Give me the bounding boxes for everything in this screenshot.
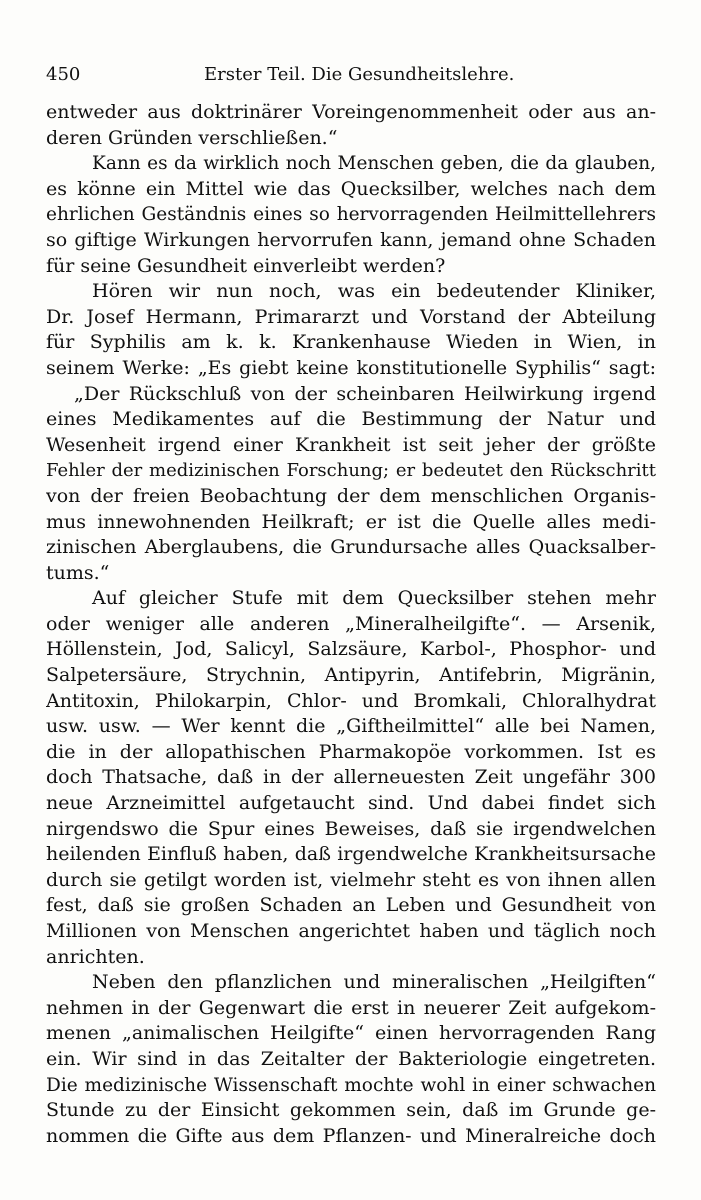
text-line: Neben den pflanzlichen und mineralischen „Heilgiften“ bbox=[92, 971, 656, 994]
text-line: Kann es da wirklich noch Menschen geben, die da glauben, bbox=[92, 153, 656, 175]
text-line: nehmen in der Gegenwart die erst in neuerer Zeit aufgekom- bbox=[46, 996, 656, 1019]
text-line: Millionen von Menschen angerichtet haben und täglich noch bbox=[46, 920, 656, 942]
text-line: ehrlichen Geständnis eines so hervorragenden Heilmittellehrers bbox=[46, 204, 656, 226]
text-line: Dr. Josef Hermann, Primararzt und Vorstand der Abteilung bbox=[46, 305, 656, 328]
text-line: nirgendswo die Spur eines Beweises, daß sie irgendwelchen bbox=[46, 817, 656, 840]
text-line: Salpetersäure, Strychnin, Antipyrin, Antifebrin, Migränin, bbox=[46, 664, 656, 687]
text-line: menen „animalischen Heilgifte“ einen hervorragenden Rang bbox=[46, 1022, 656, 1045]
text-line: seinem Werke: „Es giebt keine konstitutionelle Syphilis“ sagt: bbox=[46, 356, 656, 379]
text-line: „Der Rückschluß von der scheinbaren Heilwirkung irgend bbox=[74, 382, 656, 405]
text-line: mus innewohnenden Heilkraft; er ist die Quelle alles medi- bbox=[46, 510, 656, 533]
text-line: Antitoxin, Philokarpin, Chlor- und Bromkali, Chloralhydrat bbox=[46, 689, 656, 712]
text-line: oder weniger alle anderen „Mineralheilgifte“. — Arsenik, bbox=[46, 612, 656, 635]
text-line: deren Gründen verschließen.“ bbox=[46, 126, 338, 149]
text-line: Die medizinische Wissenschaft mochte wohl in einer schwachen bbox=[46, 1074, 656, 1096]
text-line: heilenden Einfluß haben, daß irgendwelche Krankheitsursache bbox=[46, 843, 656, 866]
text-line: anrichten. bbox=[46, 945, 145, 968]
text-line: doch Thatsache, daß in der allerneuesten Zeit ungefähr 300 bbox=[46, 766, 656, 789]
page-header bbox=[46, 60, 656, 90]
text-line: Auf gleicher Stufe mit dem Quecksilber stehen mehr bbox=[92, 587, 656, 610]
text-line: es könne ein Mittel wie das Quecksilber, welches nach dem bbox=[46, 177, 656, 200]
text-line: eines Medikamentes auf die Bestimmung der Natur und bbox=[46, 408, 656, 431]
text-line: ein. Wir sind in das Zeitalter der Bakteriologie eingetreten. bbox=[46, 1047, 656, 1070]
text-line: usw. usw. — Wer kennt die „Giftheilmittel“ alle bei Namen, bbox=[46, 715, 656, 738]
text-line: fest, daß sie großen Schaden an Leben und Gesundheit von bbox=[46, 894, 656, 917]
text-line: entweder aus doktrinärer Voreingenommenheit oder aus an- bbox=[46, 101, 656, 123]
running-title: Erster Teil. Die Gesundheitslehre. bbox=[204, 64, 515, 85]
text-line: die in der allopathischen Pharmakopöe vorkommen. Ist es bbox=[46, 740, 656, 763]
text-line: Höllenstein, Jod, Salicyl, Salzsäure, Karbol-, Phosphor- und bbox=[46, 638, 656, 661]
text-line: durch sie getilgt worden ist, vielmehr steht es von ihnen allen bbox=[46, 868, 656, 891]
text-line: für seine Gesundheit einverleibt werden? bbox=[46, 254, 446, 277]
text-line: Stunde zu der Einsicht gekommen sein, daß im Grunde ge- bbox=[46, 1099, 656, 1122]
text-line: Hören wir nun noch, was ein bedeutender Kliniker, bbox=[92, 280, 656, 303]
text-line: Wesenheit irgend einer Krankheit ist seit jeher der größte bbox=[46, 433, 656, 456]
text-line: zinischen Aberglaubens, die Grundursache alles Quacksalber- bbox=[46, 536, 656, 559]
text-line: neue Arzneimittel aufgetaucht sind. Und dabei findet sich bbox=[46, 792, 656, 815]
body-text bbox=[46, 100, 656, 1149]
text-line: so giftige Wirkungen hervorrufen kann, jemand ohne Schaden bbox=[46, 228, 656, 251]
text-line: nommen die Gifte aus dem Pflanzen- und Mineralreiche doch bbox=[46, 1124, 656, 1147]
text-line: Fehler der medizinischen Forschung; er bedeutet den Rückschritt bbox=[46, 460, 656, 482]
text-line: von der freien Beobachtung der dem menschlichen Organis- bbox=[46, 484, 656, 507]
text-line: tums.“ bbox=[46, 561, 110, 584]
text-line: für Syphilis am k. k. Krankenhause Wieden in Wien, in bbox=[46, 331, 656, 354]
page-number: 450 bbox=[46, 64, 81, 85]
